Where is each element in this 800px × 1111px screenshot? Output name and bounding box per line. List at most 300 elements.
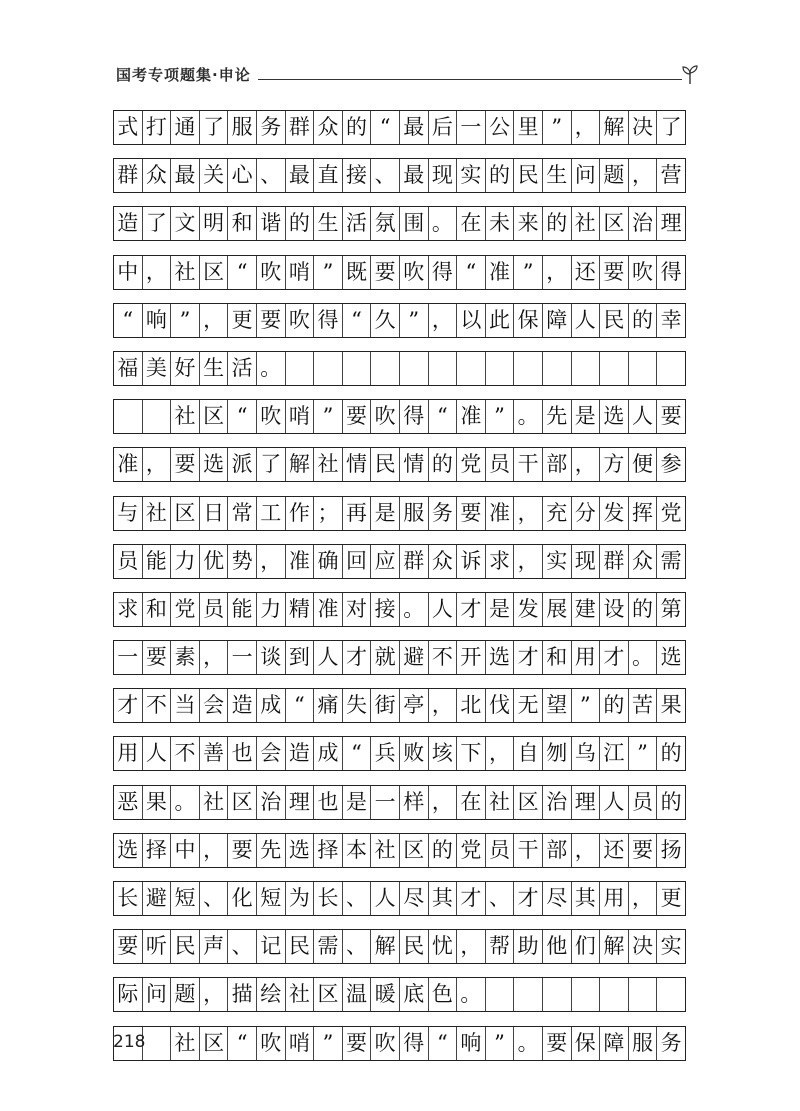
grid-cell: 社 [171, 256, 200, 289]
grid-cell: 回 [343, 545, 372, 578]
grid-cell: ； [314, 497, 343, 530]
grid-cell: 响 [143, 304, 172, 337]
grid-cell: 社 [572, 207, 601, 240]
grid-cell: 不 [429, 641, 458, 674]
grid-cell: 善 [200, 737, 229, 770]
grid-cell: 保 [514, 304, 543, 337]
grid-cell: 一 [228, 641, 257, 674]
grid-cell: ” [314, 400, 343, 433]
grid-cell: 决 [629, 930, 658, 963]
grid-cell: 更 [228, 304, 257, 337]
grid-cell: 保 [572, 1027, 601, 1060]
grid-cell: 准 [114, 448, 143, 481]
grid-cell: 区 [314, 978, 343, 1011]
grid-cell: 。 [457, 978, 486, 1011]
grid-cell: ， [629, 882, 658, 915]
grid-cell: 建 [572, 593, 601, 626]
grid-cell: 亭 [400, 689, 429, 722]
grid-cell: 先 [257, 834, 286, 867]
grid-cell: 得 [314, 304, 343, 337]
grid-cell: 工 [257, 497, 286, 530]
grid-cell: 声 [200, 930, 229, 963]
grid-cell: 样 [400, 786, 429, 819]
grid-cell: 确 [314, 545, 343, 578]
grid-cell: 吹 [257, 1027, 286, 1060]
grid-cell: 、 [228, 930, 257, 963]
grid-cell: 民 [400, 930, 429, 963]
grid-cell: ， [514, 545, 543, 578]
grid-cell: 色 [429, 978, 458, 1011]
grid-cell: 了 [143, 207, 172, 240]
grid-cell: 痛 [314, 689, 343, 722]
grid-cell: 通 [171, 111, 200, 144]
grid-cell: 未 [486, 207, 515, 240]
grid-cell: 务 [657, 1027, 686, 1060]
grid-cell: 为 [286, 882, 315, 915]
grid-cell [543, 978, 572, 1011]
grid-cell: 败 [400, 737, 429, 770]
grid-cell: 美 [143, 352, 172, 385]
grid-cell: 才 [457, 882, 486, 915]
grid-cell: 人 [600, 786, 629, 819]
sprout-icon [678, 62, 702, 86]
grid-cell [143, 1027, 172, 1060]
grid-cell: 区 [400, 834, 429, 867]
grid-cell: 的 [629, 593, 658, 626]
grid-cell: 要 [629, 834, 658, 867]
grid-cell: 成 [257, 689, 286, 722]
grid-cell: 员 [114, 545, 143, 578]
grid-cell: 了 [200, 111, 229, 144]
grid-cell: 要 [457, 497, 486, 530]
grid-row [113, 351, 686, 386]
grid-cell: 务 [257, 111, 286, 144]
grid-cell: 设 [600, 593, 629, 626]
grid-cell: “ [343, 737, 372, 770]
grid-cell: 是 [343, 786, 372, 819]
grid-cell: 选 [486, 641, 515, 674]
grid-cell [371, 352, 400, 385]
grid-cell [572, 352, 601, 385]
grid-cell: 式 [114, 111, 143, 144]
grid-cell: ” [314, 1027, 343, 1060]
grid-cell [286, 352, 315, 385]
grid-cell: 短 [171, 882, 200, 915]
grid-cell: 。 [171, 786, 200, 819]
grid-cell: 人 [429, 593, 458, 626]
grid-cell: 会 [257, 737, 286, 770]
grid-cell: 展 [543, 593, 572, 626]
grid-cell: 区 [600, 207, 629, 240]
grid-cell: ， [200, 304, 229, 337]
grid-cell: 。 [400, 593, 429, 626]
page-number: 218 [113, 1032, 146, 1052]
grid-cell: 也 [228, 737, 257, 770]
grid-cell: 要 [257, 304, 286, 337]
grid-cell: 准 [457, 400, 486, 433]
grid-cell: 的 [600, 689, 629, 722]
grid-cell: 要 [600, 256, 629, 289]
grid-cell: 求 [486, 545, 515, 578]
grid-cell: 群 [600, 545, 629, 578]
header-divider [258, 79, 682, 80]
grid-cell: 开 [457, 641, 486, 674]
grid-cell: 求 [114, 593, 143, 626]
grid-cell: 的 [286, 207, 315, 240]
grid-cell: 力 [257, 593, 286, 626]
grid-cell: 最 [286, 159, 315, 192]
grid-cell: 一 [114, 641, 143, 674]
grid-row [113, 303, 686, 338]
grid-cell: 公 [486, 111, 515, 144]
grid-cell: 人 [371, 882, 400, 915]
grid-cell: 对 [343, 593, 372, 626]
grid-cell: 长 [114, 882, 143, 915]
grid-cell [629, 978, 658, 1011]
grid-cell: 选 [600, 400, 629, 433]
grid-cell: 以 [457, 304, 486, 337]
grid-cell: 需 [314, 930, 343, 963]
grid-cell: 北 [457, 689, 486, 722]
grid-cell: 障 [543, 304, 572, 337]
grid-cell: 情 [400, 448, 429, 481]
grid-cell: 解 [600, 111, 629, 144]
grid-cell: 要 [543, 1027, 572, 1060]
grid-cell: 区 [200, 1027, 229, 1060]
grid-cell: 哨 [286, 400, 315, 433]
grid-cell: 应 [371, 545, 400, 578]
grid-cell: 后 [429, 111, 458, 144]
grid-cell: 诉 [457, 545, 486, 578]
grid-cell: 参 [657, 448, 686, 481]
grid-cell: “ [228, 400, 257, 433]
grid-cell: 区 [171, 497, 200, 530]
header-title: 国考专项题集·申论 [116, 66, 251, 84]
grid-cell: 社 [171, 400, 200, 433]
grid-cell: 才 [600, 641, 629, 674]
grid-cell: 一 [457, 111, 486, 144]
grid-cell: ， [543, 256, 572, 289]
grid-cell: 要 [143, 641, 172, 674]
grid-cell: 解 [600, 930, 629, 963]
grid-cell: 吹 [371, 1027, 400, 1060]
grid-cell: 了 [657, 111, 686, 144]
grid-cell: 常 [228, 497, 257, 530]
grid-cell: 关 [200, 159, 229, 192]
grid-cell [429, 352, 458, 385]
grid-cell: 、 [343, 882, 372, 915]
grid-cell: 党 [657, 497, 686, 530]
grid-cell: 治 [257, 786, 286, 819]
grid-row [113, 736, 686, 771]
grid-cell: 吹 [400, 256, 429, 289]
grid-cell: 决 [629, 111, 658, 144]
grid-cell: 用 [572, 641, 601, 674]
grid-cell: 人 [572, 304, 601, 337]
grid-cell: 社 [143, 497, 172, 530]
grid-cell: 解 [371, 930, 400, 963]
grid-cell: 党 [171, 593, 200, 626]
grid-cell: 幸 [657, 304, 686, 337]
grid-cell [629, 352, 658, 385]
grid-cell: 得 [400, 1027, 429, 1060]
grid-cell [486, 352, 515, 385]
grid-cell: ” [314, 256, 343, 289]
grid-cell: “ [429, 1027, 458, 1060]
grid-row [113, 447, 686, 482]
grid-cell: 理 [286, 786, 315, 819]
page-header [116, 60, 706, 90]
grid-cell: 接 [343, 159, 372, 192]
grid-cell: 群 [400, 545, 429, 578]
grid-cell: 果 [657, 689, 686, 722]
grid-cell: 生 [200, 352, 229, 385]
grid-cell: 。 [257, 352, 286, 385]
grid-cell: 一 [371, 786, 400, 819]
grid-cell: 员 [486, 448, 515, 481]
grid-cell: 才 [343, 641, 372, 674]
grid-cell: 其 [572, 882, 601, 915]
grid-cell: ， [514, 497, 543, 530]
grid-cell [600, 352, 629, 385]
grid-cell: 人 [629, 400, 658, 433]
grid-cell: 实 [657, 930, 686, 963]
grid-cell: 需 [657, 545, 686, 578]
grid-cell: 、 [371, 159, 400, 192]
grid-cell: 选 [657, 641, 686, 674]
grid-cell: ， [143, 256, 172, 289]
grid-cell: 得 [657, 256, 686, 289]
grid-cell: 中 [114, 256, 143, 289]
grid-cell: 优 [200, 545, 229, 578]
grid-cell: 围 [400, 207, 429, 240]
grid-cell: 绘 [257, 978, 286, 1011]
grid-cell: “ [343, 304, 372, 337]
grid-cell: 理 [572, 786, 601, 819]
grid-cell: 们 [572, 930, 601, 963]
grid-cell: 伐 [486, 689, 515, 722]
grid-cell: 问 [143, 978, 172, 1011]
grid-cell: ， [486, 737, 515, 770]
grid-cell: 本 [343, 834, 372, 867]
grid-cell: ” [486, 1027, 515, 1060]
grid-cell: 际 [114, 978, 143, 1011]
grid-cell: 人 [143, 737, 172, 770]
grid-cell: 能 [228, 593, 257, 626]
grid-cell: 社 [286, 978, 315, 1011]
grid-cell: 最 [400, 111, 429, 144]
grid-cell: ” [400, 304, 429, 337]
grid-cell: 题 [600, 159, 629, 192]
grid-row [113, 881, 686, 916]
grid-cell: 刎 [543, 737, 572, 770]
grid-cell: 最 [400, 159, 429, 192]
grid-cell: 要 [657, 400, 686, 433]
grid-row [113, 255, 686, 290]
grid-cell: 民 [514, 159, 543, 192]
grid-cell: 方 [600, 448, 629, 481]
grid-cell [400, 352, 429, 385]
grid-cell: 得 [429, 256, 458, 289]
grid-cell: 。 [514, 400, 543, 433]
grid-cell: 造 [114, 207, 143, 240]
grid-cell: 实 [543, 545, 572, 578]
grid-cell: 是 [572, 400, 601, 433]
grid-cell [600, 978, 629, 1011]
grid-cell: 失 [343, 689, 372, 722]
grid-cell: 。 [514, 1027, 543, 1060]
grid-row [113, 399, 686, 434]
grid-cell: 才 [514, 882, 543, 915]
grid-cell: 理 [657, 207, 686, 240]
grid-cell: 忧 [429, 930, 458, 963]
grid-cell [343, 352, 372, 385]
grid-cell: 民 [600, 304, 629, 337]
grid-cell: 助 [514, 930, 543, 963]
grid-cell: 的 [657, 737, 686, 770]
grid-cell: 才 [457, 593, 486, 626]
grid-cell: 与 [114, 497, 143, 530]
grid-cell: ” [572, 689, 601, 722]
grid-cell: 社 [371, 834, 400, 867]
grid-cell: ， [429, 304, 458, 337]
grid-cell: 作 [286, 497, 315, 530]
grid-cell: 的 [543, 207, 572, 240]
grid-cell: 街 [371, 689, 400, 722]
grid-cell: “ [429, 400, 458, 433]
grid-cell: 充 [543, 497, 572, 530]
grid-cell: 下 [457, 737, 486, 770]
grid-cell: 乌 [572, 737, 601, 770]
grid-cell: 准 [486, 497, 515, 530]
grid-cell: 要 [171, 448, 200, 481]
grid-cell: 用 [114, 737, 143, 770]
grid-cell: 还 [572, 256, 601, 289]
grid-cell: 记 [257, 930, 286, 963]
grid-cell [486, 978, 515, 1011]
grid-cell: 扬 [657, 834, 686, 867]
grid-cell [543, 352, 572, 385]
grid-cell: 吹 [629, 256, 658, 289]
grid-cell: 众 [429, 545, 458, 578]
grid-cell: 群 [286, 111, 315, 144]
grid-cell: ， [143, 448, 172, 481]
grid-cell [457, 352, 486, 385]
grid-cell: 先 [543, 400, 572, 433]
grid-cell: 员 [486, 834, 515, 867]
grid-cell: 描 [228, 978, 257, 1011]
grid-cell: 情 [343, 448, 372, 481]
grid-row [113, 977, 686, 1012]
grid-cell: 要 [371, 256, 400, 289]
grid-row [113, 688, 686, 723]
grid-cell: ， [200, 978, 229, 1011]
grid-cell: 和 [228, 207, 257, 240]
grid-cell: 不 [143, 689, 172, 722]
grid-cell: “ [457, 256, 486, 289]
grid-cell: 人 [314, 641, 343, 674]
grid-cell: ” [543, 111, 572, 144]
grid-cell: 社 [314, 448, 343, 481]
grid-cell: 恶 [114, 786, 143, 819]
grid-cell: 区 [200, 256, 229, 289]
grid-cell: 此 [486, 304, 515, 337]
grid-cell: 选 [114, 834, 143, 867]
grid-cell: 望 [543, 689, 572, 722]
grid-cell: 选 [286, 834, 315, 867]
grid-cell: 能 [143, 545, 172, 578]
grid-cell: 吹 [257, 400, 286, 433]
grid-cell: 社 [486, 786, 515, 819]
grid-cell: ， [429, 786, 458, 819]
grid-cell: 社 [200, 786, 229, 819]
grid-cell: 精 [286, 593, 315, 626]
grid-cell: ” [629, 737, 658, 770]
grid-cell: 治 [543, 786, 572, 819]
grid-cell: 要 [114, 930, 143, 963]
grid-cell: 活 [228, 352, 257, 385]
grid-cell: 势 [228, 545, 257, 578]
grid-cell: 素 [171, 641, 200, 674]
grid-cell: “ [114, 304, 143, 337]
grid-cell: 民 [371, 448, 400, 481]
grid-cell: 实 [457, 159, 486, 192]
grid-cell [657, 978, 686, 1011]
grid-cell: 日 [200, 497, 229, 530]
grid-cell: 心 [228, 159, 257, 192]
grid-row [113, 1026, 686, 1061]
grid-cell: 。 [429, 207, 458, 240]
grid-cell: 短 [257, 882, 286, 915]
grid-cell: 中 [171, 834, 200, 867]
grid-cell: 了 [257, 448, 286, 481]
grid-cell: 力 [171, 545, 200, 578]
grid-cell: 是 [371, 497, 400, 530]
grid-cell: 活 [343, 207, 372, 240]
grid-cell: 挥 [629, 497, 658, 530]
grid-cell: 其 [429, 882, 458, 915]
grid-cell: 、 [343, 930, 372, 963]
grid-cell: 和 [543, 641, 572, 674]
grid-cell [514, 978, 543, 1011]
grid-cell: 部 [543, 834, 572, 867]
grid-cell [143, 400, 172, 433]
grid-cell: 吹 [286, 304, 315, 337]
grid-cell: 吹 [371, 400, 400, 433]
grid-row [113, 929, 686, 964]
grid-cell: 党 [457, 834, 486, 867]
grid-cell [114, 400, 143, 433]
grid-cell: ， [629, 159, 658, 192]
grid-cell: 造 [228, 689, 257, 722]
grid-cell: 得 [400, 400, 429, 433]
grid-cell: 吹 [257, 256, 286, 289]
grid-cell: 长 [314, 882, 343, 915]
grid-cell: ， [457, 930, 486, 963]
grid-cell: 要 [228, 834, 257, 867]
grid-cell: 问 [572, 159, 601, 192]
grid-cell: ” [171, 304, 200, 337]
grid-cell: 暖 [371, 978, 400, 1011]
grid-cell: ， [572, 111, 601, 144]
grid-cell: 区 [200, 400, 229, 433]
grid-cell: 民 [286, 930, 315, 963]
grid-cell: “ [228, 1027, 257, 1060]
grid-cell: 哨 [286, 256, 315, 289]
grid-cell: ” [486, 400, 515, 433]
grid-row [113, 158, 686, 193]
grid-cell: ， [200, 834, 229, 867]
